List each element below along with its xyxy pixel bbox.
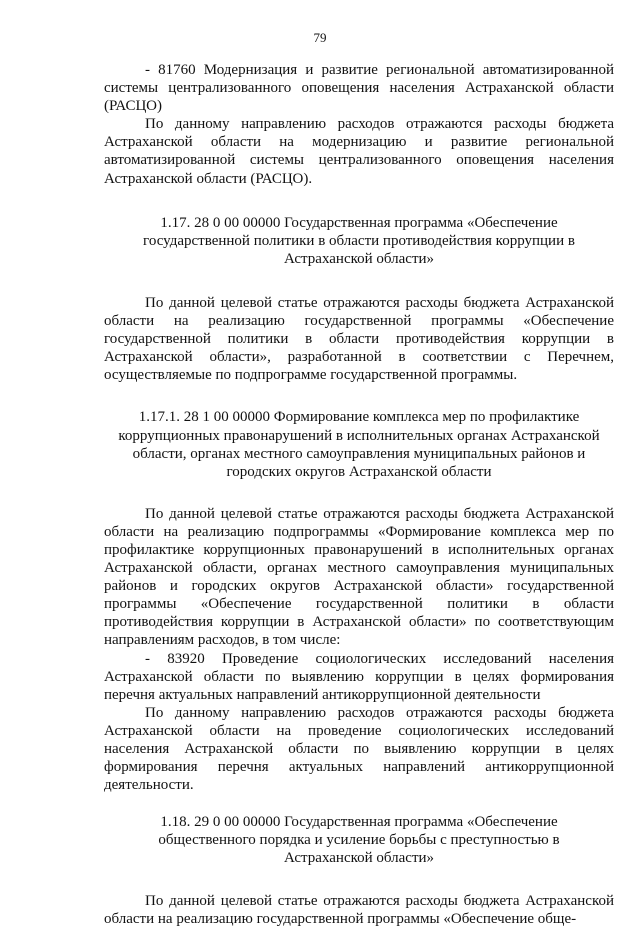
heading-1-18: 1.18. 29 0 00 00000 Государственная программа «Обеспечение общественного порядка и усиление борьбы с преступностью в Астраханской области» [158,814,560,867]
paragraph-1-18-description: По данной целевой статье отражаются расходы бюджета Астраханской области на реализацию государственной программы «Обеспечение обще- [104,892,614,927]
paragraph-81760-description: По данному направлению расходов отражаются расходы бюджета Астраханской области на модернизацию и развитие региональной автоматизированной системы централизованного оповещения населения Астраханской области (РАСЦО). [104,116,614,187]
paragraph-1-17-1-description: По данной целевой статье отражаются расходы бюджета Астраханской области на реализацию подпрограммы «Формирование комплекса мер по профилактике коррупционных правонарушений в исполнительных органах Астраханской области, органах местного самоуправления муниципальных районов и городских округов Астраханской области» государственной программы «Обеспечение государственной политики в области противодействия коррупции в Астраханской области» по соответствующим направлениям расходов, в том числе: [104,505,614,649]
paragraph-83920-description: По данному направлению расходов отражаются расходы бюджета Астраханской области на проведение социологических исследований населения Астраханской области по выявлению коррупции в целях формирования перечня актуальных направлений антикоррупционной деятельности. [104,704,614,794]
heading-1-17: 1.17. 28 0 00 00000 Государственная программа «Обеспечение государственной политики в области противодействия коррупции в Астраханской области» [143,214,575,267]
spacer [104,868,614,892]
spacer [104,188,614,214]
spacer [104,384,614,408]
spacer [104,268,614,294]
spacer [104,481,614,505]
heading-1-17-1: 1.17.1. 28 1 00 00000 Формирование комплекса мер по профилактике коррупционных правонарушений в исполнительных органах Астраханской области, органах местного самоуправления муниципальных районов и городских округов Астраханской области [118,409,600,480]
spacer [104,794,614,813]
document-body [104,61,614,928]
paragraph-81760-item: - 81760 Модернизация и развитие региональной автоматизированной системы централизованного оповещения населения Астраханской области (РАСЦО) [104,62,614,115]
paragraph-1-17-description: По данной целевой статье отражаются расходы бюджета Астраханской области на реализацию государственной программы «Обеспечение государственной политики в области противодействия коррупции в Астраханской области», разработанной в соответствии с Перечнем, осуществляемые по подпрограмме государственной программы. [104,294,614,384]
page-number: 79 [313,30,327,45]
paragraph-83920-item: - 83920 Проведение социологических исследований населения Астраханской области по выявлению коррупции в целях формирования перечня актуальных направлений антикоррупционной деятельности [104,650,614,703]
